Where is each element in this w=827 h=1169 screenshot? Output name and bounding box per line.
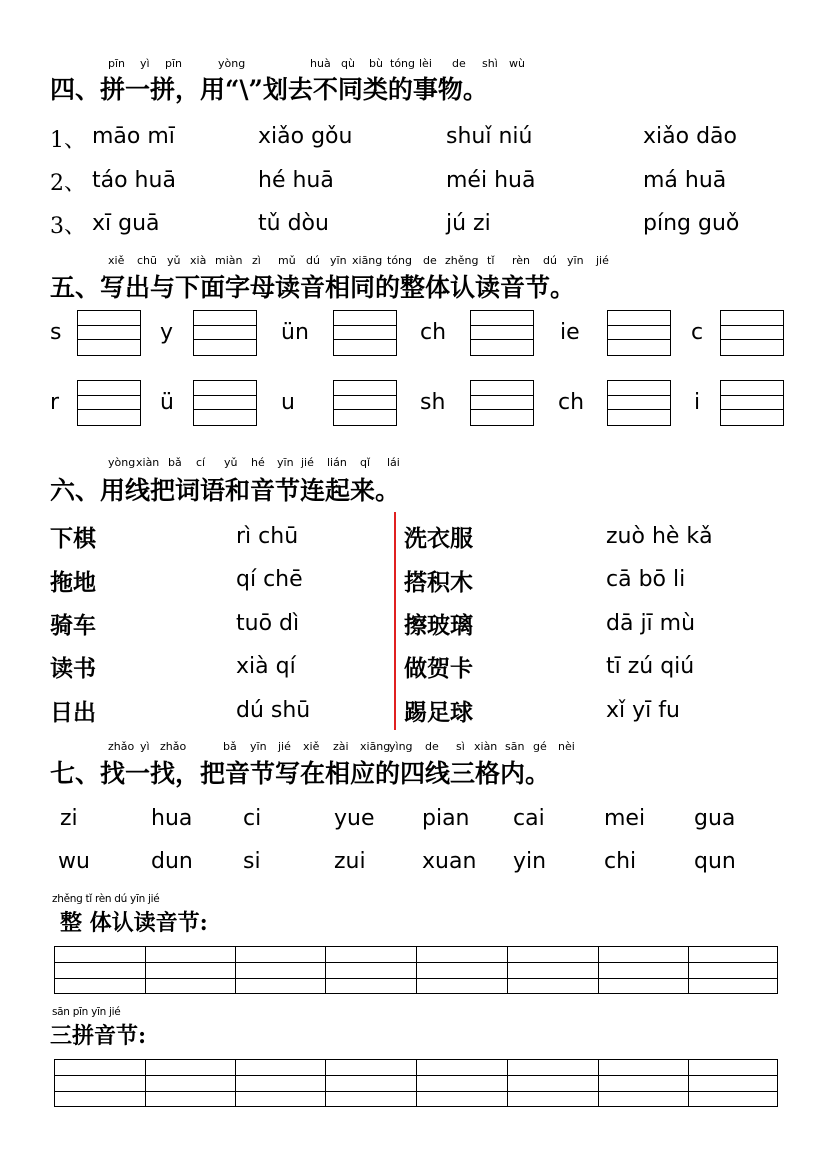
word-item[interactable]: 下棋 <box>50 525 96 552</box>
pinyin-annotation: yì <box>140 57 150 70</box>
word-item[interactable]: 做贺卡 <box>404 655 473 682</box>
pinyin-annotation: yì <box>140 740 150 753</box>
pinyin-annotation: qǐ <box>360 456 371 469</box>
letter-label: sh <box>420 390 446 415</box>
pinyin-annotation: lèi <box>419 57 432 70</box>
pinyin-annotation: yīn <box>250 740 267 753</box>
pinyin-word: píng guǒ <box>643 211 740 236</box>
pinyin-annotation: yīn <box>277 456 294 469</box>
word-item[interactable]: 踢足球 <box>404 699 473 726</box>
letter-label: r <box>50 390 60 415</box>
pinyin-annotation: zhǎo <box>108 740 135 753</box>
section-title: 七、找一找，把音节写在相应的四线三格内。 <box>50 759 551 788</box>
pinyin-annotation: sān <box>505 740 525 753</box>
pinyin-annotation: gé <box>533 740 547 753</box>
syllable-item: xuan <box>422 849 477 874</box>
pinyin-annotation: pīn <box>108 57 126 70</box>
syllable-item: chi <box>604 849 637 874</box>
letter-label: ü <box>160 390 174 415</box>
pinyin-annotation: yǔ <box>224 456 238 469</box>
writing-box[interactable] <box>333 310 397 356</box>
pinyin-word: xiǎo gǒu <box>258 124 353 149</box>
writing-box[interactable] <box>720 310 784 356</box>
syllable-item[interactable]: cā bō li <box>606 567 686 592</box>
row-number: 2、 <box>50 171 86 196</box>
pinyin-annotation: pīn <box>165 57 183 70</box>
four-line-grid[interactable] <box>54 946 778 994</box>
pinyin-annotation: xiàn <box>136 456 160 469</box>
pinyin-annotation: yòng <box>218 57 246 70</box>
section-title: 五、写出与下面字母读音相同的整体认读音节。 <box>50 273 576 302</box>
writing-box[interactable] <box>470 380 534 426</box>
writing-box[interactable] <box>607 380 671 426</box>
section-divider <box>394 512 396 730</box>
pinyin-annotation: yìng <box>389 740 413 753</box>
syllable-item: gua <box>694 806 736 831</box>
pinyin-annotation: xiāng <box>352 254 383 267</box>
pinyin-word: hé huā <box>258 168 334 193</box>
word-item[interactable]: 擦玻璃 <box>404 612 473 639</box>
letter-label: i <box>694 390 701 415</box>
pinyin-annotation: bǎ <box>223 740 237 753</box>
pinyin-word: xī guā <box>92 211 160 236</box>
syllable-item: dun <box>151 849 193 874</box>
syllable-item: mei <box>604 806 646 831</box>
pinyin-annotation: zhěng <box>445 254 479 267</box>
letter-label: ch <box>558 390 585 415</box>
syllable-item[interactable]: zuò hè kǎ <box>606 524 713 549</box>
writing-box[interactable] <box>193 380 257 426</box>
pinyin-annotation: bǎ <box>168 456 182 469</box>
pinyin-annotation: zhǎo <box>160 740 187 753</box>
pinyin-annotation: tǐ <box>487 254 495 267</box>
pinyin-annotation: cí <box>196 456 206 469</box>
pinyin-annotation: de <box>423 254 437 267</box>
pinyin-annotation: shì <box>482 57 498 70</box>
syllable-item[interactable]: rì chū <box>236 524 299 549</box>
pinyin-annotation: de <box>425 740 439 753</box>
syllable-item: zui <box>334 849 366 874</box>
pinyin-annotation: chū <box>137 254 157 267</box>
letter-label: ün <box>281 320 309 345</box>
writing-box[interactable] <box>470 310 534 356</box>
writing-box[interactable] <box>193 310 257 356</box>
syllable-item[interactable]: tuō dì <box>236 611 300 636</box>
writing-box[interactable] <box>77 310 141 356</box>
syllable-item: si <box>243 849 261 874</box>
row-number: 1、 <box>50 128 86 153</box>
pinyin-annotation: jié <box>278 740 291 753</box>
pinyin-annotation: dú <box>306 254 320 267</box>
pinyin-annotation: zì <box>252 254 261 267</box>
pinyin-annotation: de <box>452 57 466 70</box>
syllable-item[interactable]: tī zú qiú <box>606 654 695 679</box>
syllable-item[interactable]: xià qí <box>236 654 296 679</box>
answer-label: 三拼音节: <box>50 1023 147 1049</box>
syllable-item[interactable]: xǐ yī fu <box>606 698 680 723</box>
syllable-item: yin <box>513 849 547 874</box>
pinyin-annotation: xià <box>190 254 207 267</box>
section-title: 四、拼一拼，用“\”划去不同类的事物。 <box>50 75 488 104</box>
writing-box[interactable] <box>77 380 141 426</box>
pinyin-annotation: jié <box>596 254 609 267</box>
four-line-grid[interactable] <box>54 1059 778 1107</box>
syllable-item[interactable]: dā jī mù <box>606 611 696 636</box>
word-item[interactable]: 洗衣服 <box>404 525 473 552</box>
letter-label: ie <box>560 320 580 345</box>
pinyin-annotation: yòng <box>108 456 136 469</box>
word-item[interactable]: 搭积木 <box>404 569 473 596</box>
pinyin-annotation: miàn <box>215 254 243 267</box>
answer-label: 整 体认读音节: <box>60 910 208 936</box>
word-item[interactable]: 读书 <box>50 655 96 682</box>
syllable-item: wu <box>58 849 90 874</box>
word-item[interactable]: 骑车 <box>50 612 96 639</box>
letter-label: u <box>281 390 295 415</box>
pinyin-annotation: sì <box>456 740 465 753</box>
pinyin-annotation: xiě <box>303 740 320 753</box>
pinyin-word: māo mī <box>92 124 175 149</box>
syllable-item: hua <box>151 806 193 831</box>
pinyin-annotation: hé <box>251 456 265 469</box>
pinyin-word: táo huā <box>92 168 176 193</box>
syllable-item[interactable]: dú shū <box>236 698 311 723</box>
syllable-item: cai <box>513 806 545 831</box>
letter-label: s <box>50 320 62 345</box>
syllable-item: zi <box>60 806 78 831</box>
row-number: 3、 <box>50 214 86 239</box>
letter-label: y <box>160 320 174 345</box>
pinyin-annotation: rèn <box>512 254 531 267</box>
section-title: 六、用线把词语和音节连起来。 <box>50 476 401 505</box>
pinyin-word: shuǐ niú <box>446 124 533 149</box>
pinyin-annotation: xiě <box>108 254 125 267</box>
pinyin-word: xiǎo dāo <box>643 124 737 149</box>
pinyin-word: tǔ dòu <box>258 211 329 236</box>
pinyin-annotation: bù <box>369 57 383 70</box>
pinyin-annotation: zài <box>333 740 349 753</box>
syllable-item: pian <box>422 806 470 831</box>
pinyin-word: méi huā <box>446 168 536 193</box>
pinyin-annotation: lián <box>327 456 347 469</box>
pinyin-annotation: xiāng <box>360 740 391 753</box>
pinyin-annotation: yīn <box>330 254 347 267</box>
syllable-item: yue <box>334 806 375 831</box>
pinyin-annotation: huà <box>310 57 331 70</box>
pinyin-annotation: zhěng tǐ rèn dú yīn jié <box>52 893 160 905</box>
pinyin-annotation: sān pīn yīn jié <box>52 1006 121 1018</box>
word-item[interactable]: 拖地 <box>50 569 96 596</box>
letter-label: c <box>691 320 704 345</box>
pinyin-annotation: tóng <box>390 57 415 70</box>
pinyin-annotation: tóng <box>387 254 412 267</box>
pinyin-annotation: yīn <box>567 254 584 267</box>
letter-label: ch <box>420 320 447 345</box>
syllable-item: ci <box>243 806 262 831</box>
pinyin-annotation: lái <box>387 456 400 469</box>
syllable-item[interactable]: qí chē <box>236 567 303 592</box>
pinyin-word: má huā <box>643 168 727 193</box>
syllable-item: qun <box>694 849 736 874</box>
pinyin-word: jú zi <box>446 211 491 236</box>
pinyin-annotation: xiàn <box>474 740 498 753</box>
writing-box[interactable] <box>333 380 397 426</box>
writing-box[interactable] <box>607 310 671 356</box>
pinyin-annotation: wù <box>509 57 525 70</box>
pinyin-annotation: dú <box>543 254 557 267</box>
writing-box[interactable] <box>720 380 784 426</box>
pinyin-annotation: yǔ <box>167 254 181 267</box>
pinyin-annotation: mǔ <box>278 254 296 267</box>
pinyin-annotation: nèi <box>558 740 575 753</box>
word-item[interactable]: 日出 <box>50 699 96 726</box>
pinyin-annotation: qù <box>341 57 355 70</box>
pinyin-annotation: jié <box>301 456 314 469</box>
